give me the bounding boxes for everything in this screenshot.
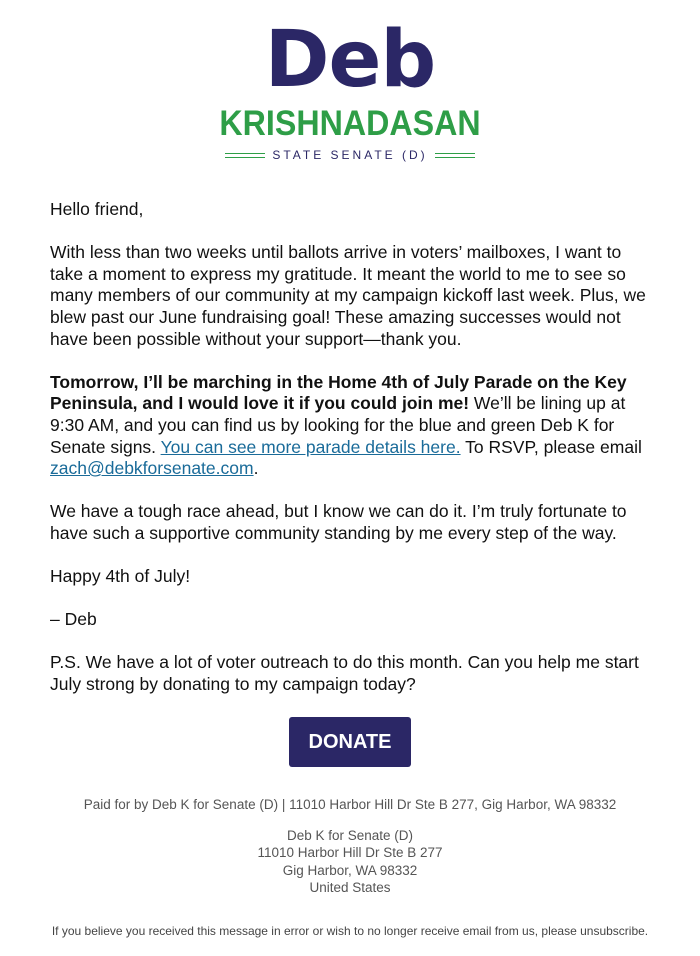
donate-container xyxy=(0,717,700,767)
logo-subtitle-row xyxy=(0,148,700,162)
paragraph-race: We have a tough race ahead, but I know we can do it. I’m truly fortunate to have such a supportive community standing by me every step of the way. xyxy=(50,501,627,543)
parade-announcement: Tomorrow, I’ll be marching in the Home 4th of July Parade on the Key Peninsula, and I would love it if you could join me! xyxy=(50,371,627,414)
parade-details-link[interactable]: You can see more parade details here. xyxy=(160,436,461,457)
address-name: Deb K for Senate (D) xyxy=(286,828,414,843)
paragraph-gratitude: With less than two weeks until ballots arrive in voters’ mailboxes, I want to take a moment to express my gratitude. It meant the world to me to see so many members of our community at my campaign kickoff last week. Plus, we blew past our June fundraising goal! These amazing successes would not have been possible without your support—thank you. xyxy=(50,242,646,349)
paragraph-parade xyxy=(50,372,650,480)
email-body xyxy=(50,199,650,717)
greeting: Hello friend, xyxy=(50,199,144,219)
logo-rule-right xyxy=(435,153,475,158)
signature: – Deb xyxy=(50,609,97,630)
address-street: 11010 Harbor Hill Dr Ste B 277 xyxy=(257,845,443,861)
postscript: P.S. We have a lot of voter outreach to do this month. Can you help me start July strong by donating to my campaign today? xyxy=(50,652,639,695)
donate-button[interactable]: DONATE xyxy=(289,717,411,767)
address-city: Gig Harbor, WA 98332 xyxy=(282,862,418,878)
parade-details-text: We’ll be lining up at 9:30 AM, and you can find us by looking for the blue and green Deb K for Senate signs. xyxy=(50,393,626,457)
rsvp-text: To RSVP, please email xyxy=(460,436,642,457)
logo-rule-left xyxy=(225,153,265,158)
paid-for-disclaimer: Paid for by Deb K for Senate (D) | 11010 Harbor Hill Dr Ste B 277, Gig Harbor, WA 98332 xyxy=(83,797,617,812)
unsubscribe-notice[interactable]: If you believe you received this message in error or wish to no longer receive email from us, please unsubscribe. xyxy=(51,924,649,938)
rsvp-email-link[interactable]: zach@debkforsenate.com xyxy=(50,458,254,479)
logo-last-name: KRISHNADASAN xyxy=(219,104,481,143)
logo-subtitle: STATE SENATE (D) xyxy=(272,148,428,162)
mailing-address xyxy=(0,827,700,897)
address-country: United States xyxy=(309,880,391,896)
paragraph-end: . xyxy=(253,458,259,479)
logo-first-name: Deb xyxy=(264,15,436,105)
paragraph-holiday: Happy 4th of July! xyxy=(50,566,191,587)
campaign-logo xyxy=(0,14,700,162)
